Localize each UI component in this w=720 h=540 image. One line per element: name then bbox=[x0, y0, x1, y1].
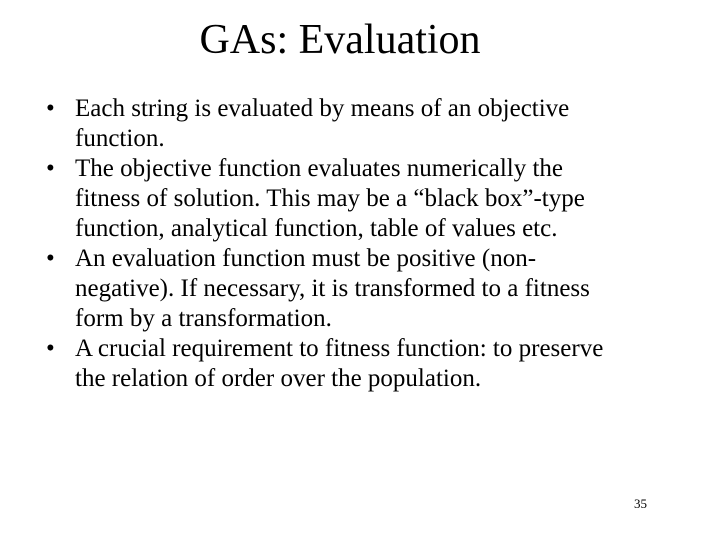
bullet-line: An evaluation function must be positive (non- bbox=[75, 245, 537, 272]
bullet-list bbox=[46, 94, 686, 394]
bullet-line: the relation of order over the population. bbox=[75, 365, 482, 392]
page-number: 35 bbox=[634, 496, 647, 511]
bullet-symbol: • bbox=[46, 155, 55, 182]
bullet-line: function. bbox=[75, 125, 165, 152]
bullet-symbol: • bbox=[46, 335, 55, 362]
bullet-line: A crucial requirement to fitness function: to preserve bbox=[75, 335, 604, 362]
bullet-line: fitness of solution. This may be a “black box”-type bbox=[75, 185, 585, 212]
slide-title: GAs: Evaluation bbox=[199, 17, 481, 63]
bullet-item bbox=[46, 334, 686, 394]
bullet-line: function, analytical function, table of values etc. bbox=[75, 215, 558, 242]
bullet-item bbox=[46, 154, 686, 244]
bullet-line: negative). If necessary, it is transformed to a fitness bbox=[75, 275, 590, 302]
bullet-symbol: • bbox=[46, 95, 55, 122]
bullet-symbol: • bbox=[46, 245, 55, 272]
bullet-item bbox=[46, 244, 686, 334]
bullet-line: Each string is evaluated by means of an objective bbox=[75, 95, 570, 122]
bullet-line: The objective function evaluates numerically the bbox=[75, 155, 564, 182]
bullet-line: form by a transformation. bbox=[75, 305, 332, 332]
bullet-item bbox=[46, 94, 686, 154]
